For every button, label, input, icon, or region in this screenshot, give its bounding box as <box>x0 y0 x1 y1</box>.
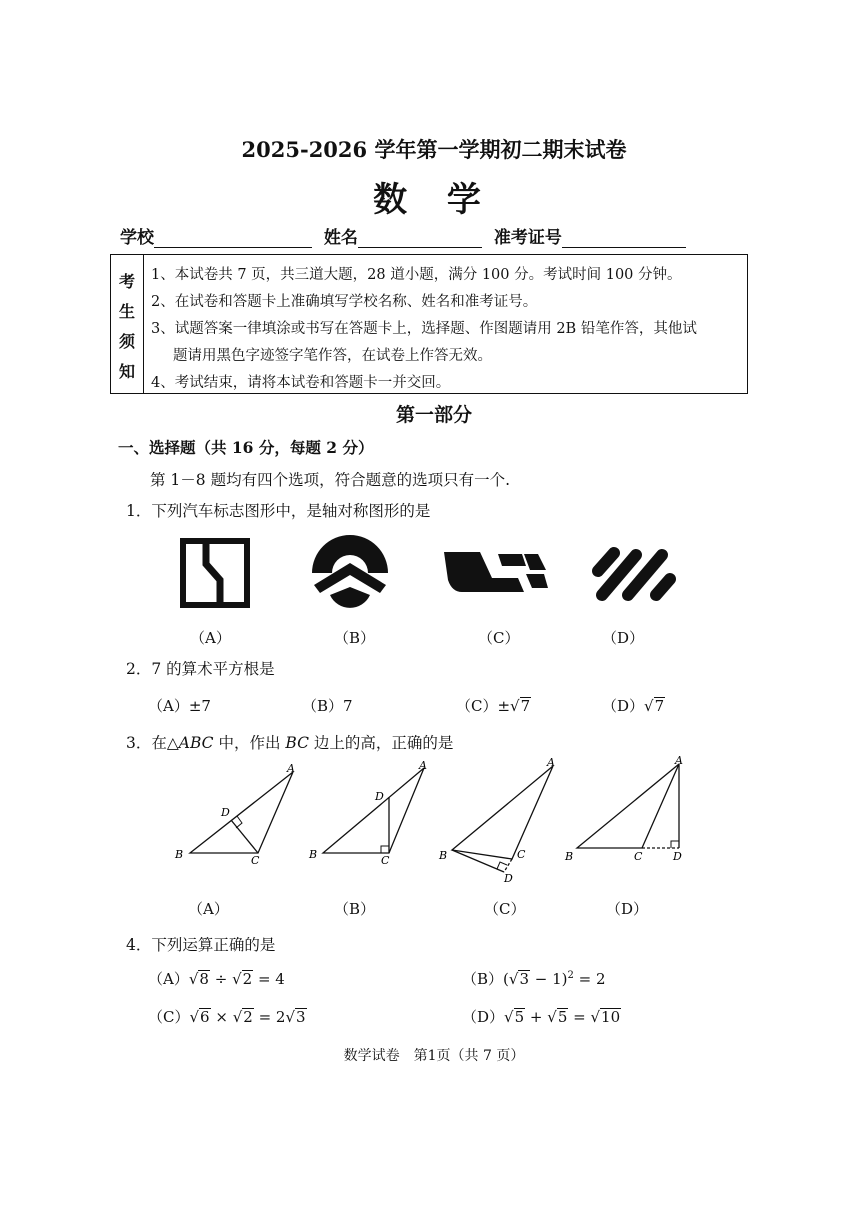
radicand: 10 <box>601 1008 621 1026</box>
vertex-label: B <box>309 848 318 861</box>
q2-d-prefix: （D） <box>602 697 645 715</box>
radicand: 8 <box>199 970 209 988</box>
vertex-label: A <box>547 756 555 769</box>
vertex-label: D <box>673 850 682 863</box>
operator: + <box>525 1008 548 1026</box>
q2-option-b: （B）7 <box>302 697 353 715</box>
notice-char: 生 <box>119 302 136 321</box>
vertex-label: D <box>504 872 513 885</box>
q2-option-c: （C）±√7 <box>456 697 531 715</box>
section-heading: 一、选择题（共 16 分，每题 2 分） <box>118 438 374 457</box>
notice-line: 题请用黑色字迹签字笔作答，在试卷上作答无效。 <box>173 348 492 364</box>
q2-d-radicand: 7 <box>654 697 665 715</box>
q3-option-d: （D） <box>606 900 649 918</box>
q3-stem-part: 边上的高，正确的是 <box>308 734 454 752</box>
radicand: 5 <box>557 1008 568 1026</box>
vertex-label: A <box>419 759 427 772</box>
operator: ÷ <box>209 970 233 988</box>
result: = 2 <box>573 970 606 988</box>
q2-option-a: （A）±7 <box>148 697 211 715</box>
page-footer: 数学试卷 第1页（共 7 页） <box>343 1048 525 1064</box>
notice-side-label <box>111 255 144 393</box>
exam-id-blank[interactable] <box>562 229 686 248</box>
operator: − 1) <box>530 970 568 988</box>
notice-line: 1、本试卷共 7 页，共三道大题，28 道小题，满分 100 分。考试时间 100 分钟。 <box>151 267 682 283</box>
q4-c-prefix: （C） <box>148 1008 190 1026</box>
operator: × <box>210 1008 233 1026</box>
vertex-label: A <box>287 762 295 775</box>
exponent: 2 <box>567 970 574 981</box>
q2-option-d: （D）√7 <box>602 697 665 715</box>
vertex-label: C <box>634 850 643 863</box>
vertex-label: D <box>221 806 230 819</box>
exam-id-label: 准考证号 <box>493 228 562 248</box>
vertex-label: B <box>565 850 574 863</box>
radicand: 2 <box>242 970 253 988</box>
q3-option-a: （A） <box>188 900 229 918</box>
q4-option-d: （D）√5 + √5 = √10 <box>462 1008 621 1026</box>
notice-line: 3、试题答案一律填涂或书写在答题卡上，选择题、作图题请用 2B 铅笔作答，其他试 <box>151 321 697 337</box>
result: = 2 <box>253 1008 286 1026</box>
vertex-label: C <box>381 854 390 867</box>
student-info-fields <box>120 223 692 248</box>
operator: = <box>568 1008 591 1026</box>
notice-line: 4、考试结束，请将本试卷和答题卡一并交回。 <box>151 375 451 391</box>
subject-title: 数 学 <box>373 180 495 220</box>
logo-c-icon <box>440 548 550 596</box>
q4-option-b: $(B)(√3 - 1)^2 = 2$ <box>462 970 606 988</box>
notice-box <box>110 254 748 394</box>
radicand: 3 <box>296 1008 306 1026</box>
radicand: 3 <box>519 970 529 988</box>
vertex-label: D <box>375 790 384 803</box>
triangle-c-figure <box>436 756 566 886</box>
q1-option-c: （C） <box>478 629 520 647</box>
q2-c-prefix: （C）± <box>456 697 511 715</box>
radicand: 2 <box>243 1008 253 1026</box>
q4-stem: 4．下列运算正确的是 <box>126 936 276 954</box>
vertex-label: B <box>175 848 184 861</box>
logo-d-icon <box>592 545 676 603</box>
q4-option-a: （A）√8 ÷ √2 = 4 <box>148 970 285 988</box>
q3-stem-part: 中，作出 <box>213 734 286 752</box>
q1-option-d: （D） <box>602 629 645 647</box>
vertex-label: B <box>439 849 448 862</box>
q2-c-radicand: 7 <box>520 697 531 715</box>
section-instruction: 第 1－8 题均有四个选项，符合题意的选项只有一个. <box>150 471 511 489</box>
triangle-d-figure <box>562 756 702 866</box>
q3-stem-bc: BC <box>285 734 309 752</box>
radicand: 5 <box>514 1008 525 1026</box>
vertex-label: C <box>517 848 526 861</box>
q2-stem: 2．7 的算术平方根是 <box>126 660 275 678</box>
q3-stem-abc: ABC <box>178 734 214 752</box>
triangle-a-figure <box>170 762 300 872</box>
logo-b-icon <box>310 535 390 613</box>
q1-option-b: （B） <box>334 629 376 647</box>
notice-char: 须 <box>119 332 136 351</box>
q4-b-prefix: （B）( <box>462 970 509 988</box>
q1-option-a: （A） <box>190 629 231 647</box>
part-title: 第一部分 <box>395 404 472 426</box>
q3-option-b: （B） <box>334 900 376 918</box>
q3-stem <box>126 731 453 753</box>
q1-stem: 1．下列汽车标志图形中，是轴对称图形的是 <box>126 502 431 520</box>
school-blank[interactable] <box>154 229 312 248</box>
q4-d-prefix: （D） <box>462 1008 505 1026</box>
exam-title: 2025-2026 学年第一学期初二期末试卷 <box>241 137 627 162</box>
name-blank[interactable] <box>358 229 482 248</box>
logo-a-icon <box>180 538 250 608</box>
result: = 4 <box>253 970 285 988</box>
vertex-label: A <box>675 754 683 767</box>
q3-option-c: （C） <box>484 900 526 918</box>
school-label: 学校 <box>120 228 154 248</box>
q4-a-prefix: （A） <box>148 970 189 988</box>
notice-char: 知 <box>119 362 136 381</box>
name-label: 姓名 <box>323 228 358 248</box>
notice-char: 考 <box>119 272 136 291</box>
notice-line: 2、在试卷和答题卡上准确填写学校名称、姓名和准考证号。 <box>151 294 538 310</box>
q4-option-c: （C）√6 × √2 = 2√3 <box>148 1008 306 1026</box>
triangle-b-figure <box>305 759 435 872</box>
radicand: 6 <box>200 1008 210 1026</box>
q3-stem-part: 3．在△ <box>126 734 179 752</box>
vertex-label: C <box>251 854 260 867</box>
